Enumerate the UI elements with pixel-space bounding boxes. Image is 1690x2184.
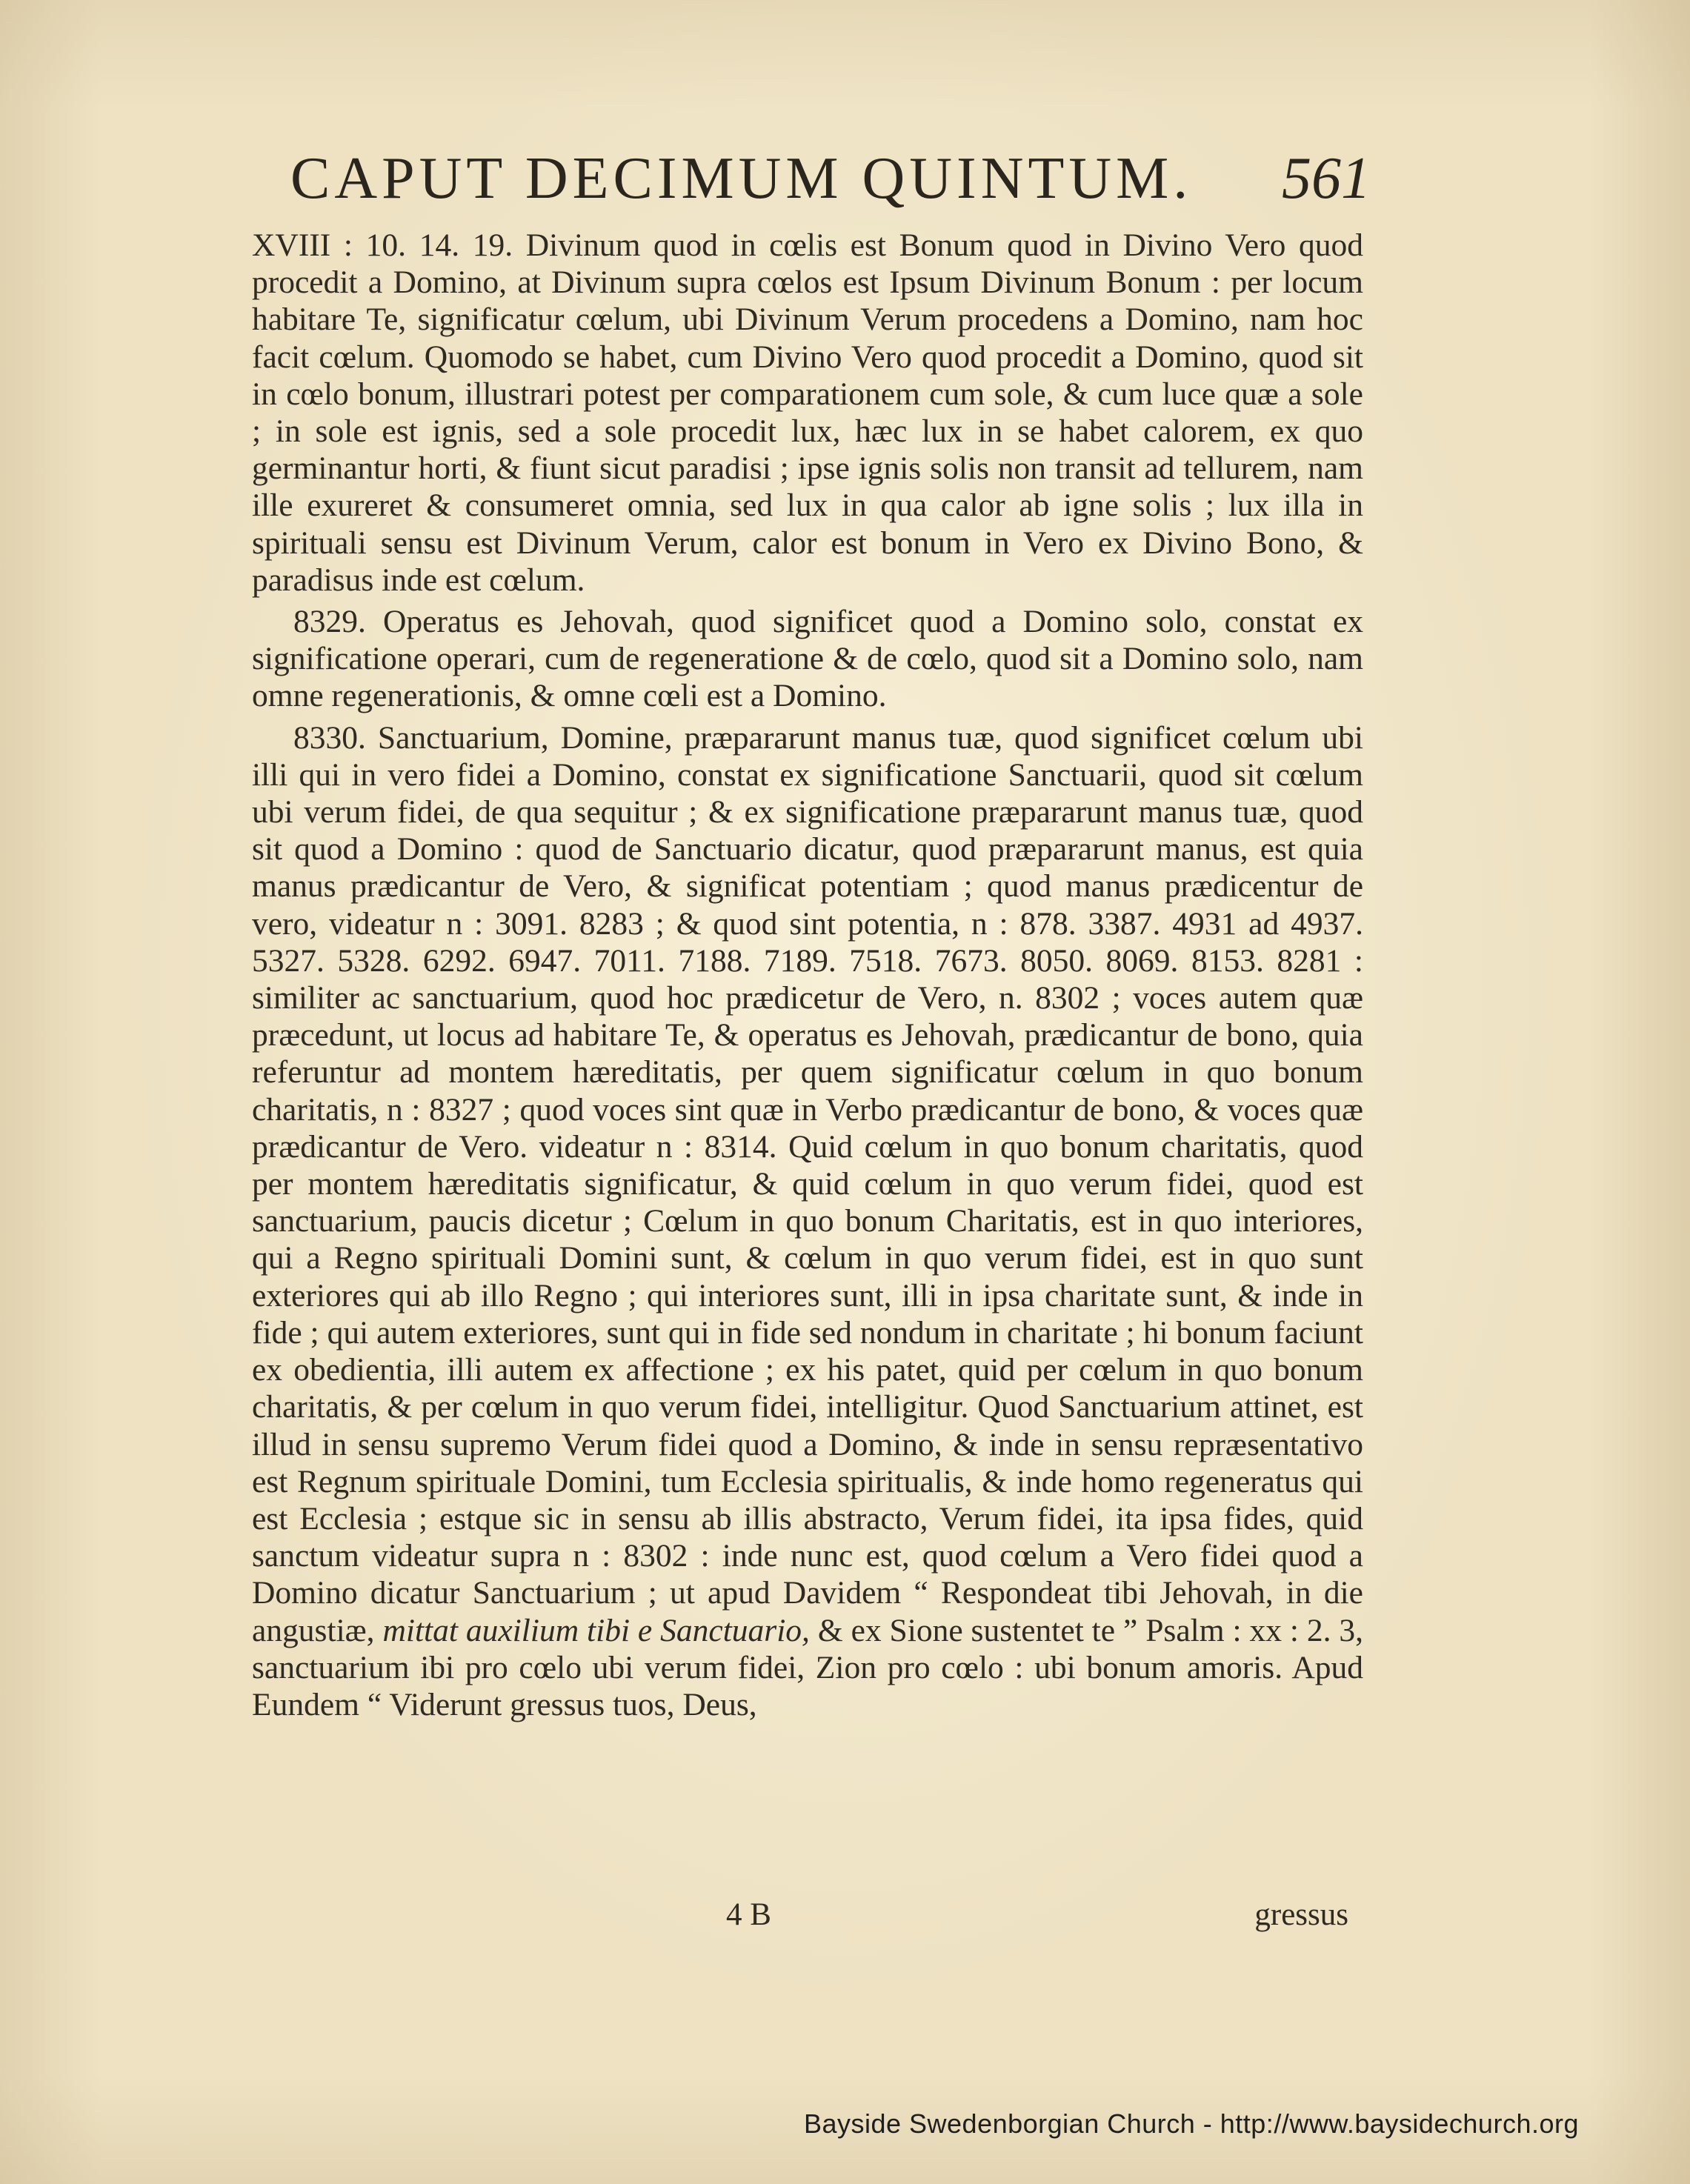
running-title: CAPUT DECIMUM QUINTUM.	[290, 146, 1193, 211]
body-text	[252, 227, 1363, 1723]
catchword: gressus	[1254, 1897, 1348, 1932]
signature-mark: 4 B	[726, 1897, 771, 1932]
paragraph-8330	[252, 719, 1363, 1723]
source-watermark: Bayside Swedenborgian Church - http://www.baysidechurch.org	[803, 2108, 1579, 2139]
paragraph-continuation: XVIII : 10. 14. 19. Divinum quod in cœlis est Bonum quod in Divino Vero quod procedit a Domino, at Divinum supra cœlos est Ipsum Divinum Bonum : per locum habitare Te, significatur cœlum, ubi Divinum Verum procedens a Domino, nam hoc facit cœlum. Quomodo se habet, cum Divino Vero quod procedit a Domino, quod sit in cœlo bonum, illustrari potest per comparationem cum sole, & cum luce quæ a sole ; in sole est ignis, sed a sole procedit lux, hæc lux in se habet calorem, ex quo germinantur horti, & fiunt sicut paradisi ; ipse ignis solis non transit ad tellurem, nam ille exureret & consumeret omnia, sed lux in qua calor ab igne solis ; lux illa in spirituali sensu est Divinum Verum, calor est bonum in Vero ex Divino Bono, & paradisus inde est cœlum.	[252, 227, 1363, 598]
page-number: 561	[1282, 146, 1371, 211]
page-header	[290, 145, 1371, 212]
paragraph-8330-continuation: & ex Sione sustentet te ” Psalm : xx : 2. 3, sanctuarium ibi pro cœlo ubi verum fidei, Zion pro cœlo : ubi bonum amoris. Apud Eundem “ Viderunt gressus tuos, Deus,	[252, 1612, 1364, 1722]
paragraph-8329: 8329. Operatus es Jehovah, quod significet quod a Domino solo, constat ex significatione operari, cum de regeneratione & de cœlo, quod sit a Domino solo, nam omne regenerationis, & omne cœli est a Domino.	[252, 604, 1363, 714]
italic-quotation: mittat auxilium tibi e Sanctuario,	[382, 1612, 810, 1648]
page-footer	[252, 1893, 1348, 1937]
paragraph-8330-text: 8330. Sanctuarium, Domine, præpararunt manus tuæ, quod significet cœlum ubi illi qui in vero fidei a Domino, constat ex significatione Sanctuarii, quod sit cœlum ubi verum fidei, de qua sequitur ; & ex significatione præpararunt manus tuæ, quod sit quod a Domino : quod de Sanctuario dicatur, quod præpararunt manus, est quia manus prædicantur de Vero, & significat potentiam ; quod manus prædicentur de vero, videatur n : 3091. 8283 ; & quod sint potentia, n : 878. 3387. 4931 ad 4937. 5327. 5328. 6292. 6947. 7011. 7188. 7189. 7518. 7673. 8050. 8069. 8153. 8281 : similiter ac sanctuarium, quod hoc prædicetur de Vero, n. 8302 ; voces autem quæ præcedunt, ut locus ad habitare Te, & operatus es Jehovah, prædicantur de bono, quia referuntur ad montem hæreditatis, per quem significatur cœlum in quo bonum charitatis, n : 8327 ; quod voces sint quæ in Verbo prædicantur de bono, & voces quæ prædicantur de Vero. videatur n : 8314. Quid cœlum in quo bonum charitatis, quod per montem hæreditatis significatur, & quid cœlum in quo verum fidei, quod est sanctuarium, paucis dicetur ; Cœlum in quo bonum Charitatis, est in quo interiores, qui a Regno spirituali Domini sunt, & cœlum in quo verum fidei, est in quo sunt exteriores qui ab illo Regno ; qui interiores sunt, illi in ipsa charitate sunt, & inde in fide ; qui autem exteriores, sunt qui in fide sed nondum in charitate ; hi bonum faciunt ex obedientia, illi autem ex affectione ; ex his patet, quid per cœlum in quo bonum charitatis, & per cœlum in quo verum fidei, intelligitur. Quod Sanctuarium attinet, est illud in sensu supremo Verum fidei quod a Domino, & inde in sensu repræsentativo est Regnum spirituale Domini, tum Ecclesia spiritualis, & inde homo regeneratus qui est Ecclesia ; estque sic in sensu ab illis abstracto, Verum fidei, ita ipsa fides, quid sanctum videatur supra n : 8302 : inde nunc est, quod cœlum a Vero fidei quod a Domino dicatur Sanctuarium ; ut apud Davidem “ Respondeat tibi Jehovah, in die angustiæ,	[252, 719, 1363, 1648]
